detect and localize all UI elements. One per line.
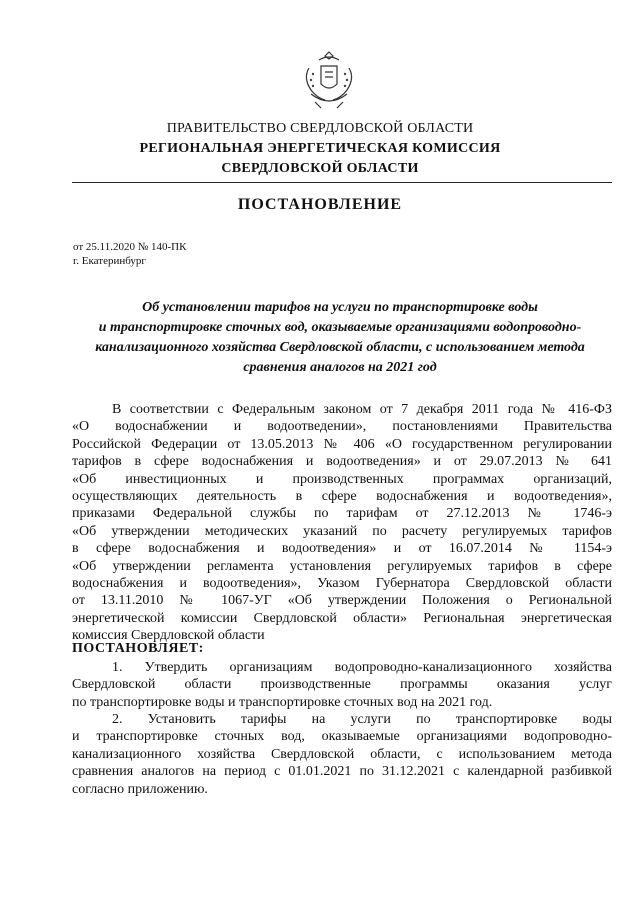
header-region: СВЕРДЛОВСКОЙ ОБЛАСТИ xyxy=(221,161,419,176)
date-and-number: от 25.11.2020 № 140-ПК xyxy=(73,241,187,253)
coat-of-arms-emblem xyxy=(301,48,357,112)
document-title: ПОСТАНОВЛЕНИЕ xyxy=(237,196,403,213)
resolves-heading: ПОСТАНОВЛЯЕТ: xyxy=(72,641,204,656)
text-line: от 13.11.2010 № 1067-УГ «Об утверждении Положения о Региональной xyxy=(72,593,612,609)
text-line: «О водоснабжении и водоотведении», постановлениями Правительства xyxy=(72,419,612,435)
subject-line: сравнения аналогов на 2021 год xyxy=(243,360,437,375)
text-line: «Об инвестиционных и производственных программах организаций, xyxy=(72,471,612,487)
text-line: «Об утверждении методических указаний по расчету регулируемых тарифов xyxy=(72,523,612,539)
text-line: осуществляющих деятельность в сфере водоснабжения и водоотведения», xyxy=(72,488,612,504)
text-line: и транспортировке сточных вод, оказываемые организациями водопроводно- xyxy=(72,729,612,745)
text-line: «Об утверждении регламента установления регулируемых тарифов в сфере xyxy=(72,558,612,574)
text-line: согласно приложению. xyxy=(72,781,208,797)
text-line: по транспортировке воды и транспортировке сточных вод на 2021 год. xyxy=(72,694,493,710)
header-commission: РЕГИОНАЛЬНАЯ ЭНЕРГЕТИЧЕСКАЯ КОМИССИЯ xyxy=(139,141,501,156)
document-subject xyxy=(60,298,620,378)
subject-line: и транспортировке сточных вод, оказываемые организациями водопроводно- xyxy=(98,320,582,335)
item-1-paragraph xyxy=(72,659,612,711)
item-2-paragraph xyxy=(72,711,612,798)
text-line: В соответствии с Федеральным законом от 7 декабря 2011 года № 416-ФЗ xyxy=(112,402,612,417)
text-line: 2. Установить тарифы на услуги по транспортировке воды xyxy=(112,712,612,727)
text-line: сравнения аналогов на период с 01.01.2021 по 31.12.2021 с календарной разбивкой xyxy=(72,764,612,780)
text-line: 1. Утвердить организациям водопроводно-канализационного хозяйства xyxy=(112,660,612,675)
text-line: в сфере водоснабжения и водоотведения» и от 16.07.2014 № 1154-э xyxy=(72,541,612,557)
text-line: водоснабжения и водоотведения», Указом Губернатора Свердловской области xyxy=(72,575,612,591)
header-government: ПРАВИТЕЛЬСТВО СВЕРДЛОВСКОЙ ОБЛАСТИ xyxy=(166,121,474,136)
city: г. Екатеринбург xyxy=(73,255,146,267)
text-line: комиссия Свердловской области xyxy=(72,628,265,644)
subject-line: Об установлении тарифов на услуги по транспортировке воды xyxy=(142,300,538,315)
text-line: энергетической комиссии Свердловской области» Региональная энергетическая xyxy=(72,610,612,626)
text-line: Российской Федерации от 13.05.2013 № 406 «О государственном регулировании xyxy=(72,436,612,452)
text-line: канализационного хозяйства Свердловской области, с использованием метода xyxy=(72,746,612,762)
text-line: приказами Федеральной службы по тарифам от 27.12.2013 № 1746-э xyxy=(72,506,612,522)
subject-line: канализационного хозяйства Свердловской области, с использованием метода xyxy=(95,340,585,355)
text-line: Свердловской области производственные программы оказания услуг xyxy=(72,677,612,693)
header-divider xyxy=(72,182,612,183)
text-line: тарифов в сфере водоснабжения и водоотведения» и от 29.07.2013 № 641 xyxy=(72,454,612,470)
preamble-paragraph xyxy=(72,401,612,644)
